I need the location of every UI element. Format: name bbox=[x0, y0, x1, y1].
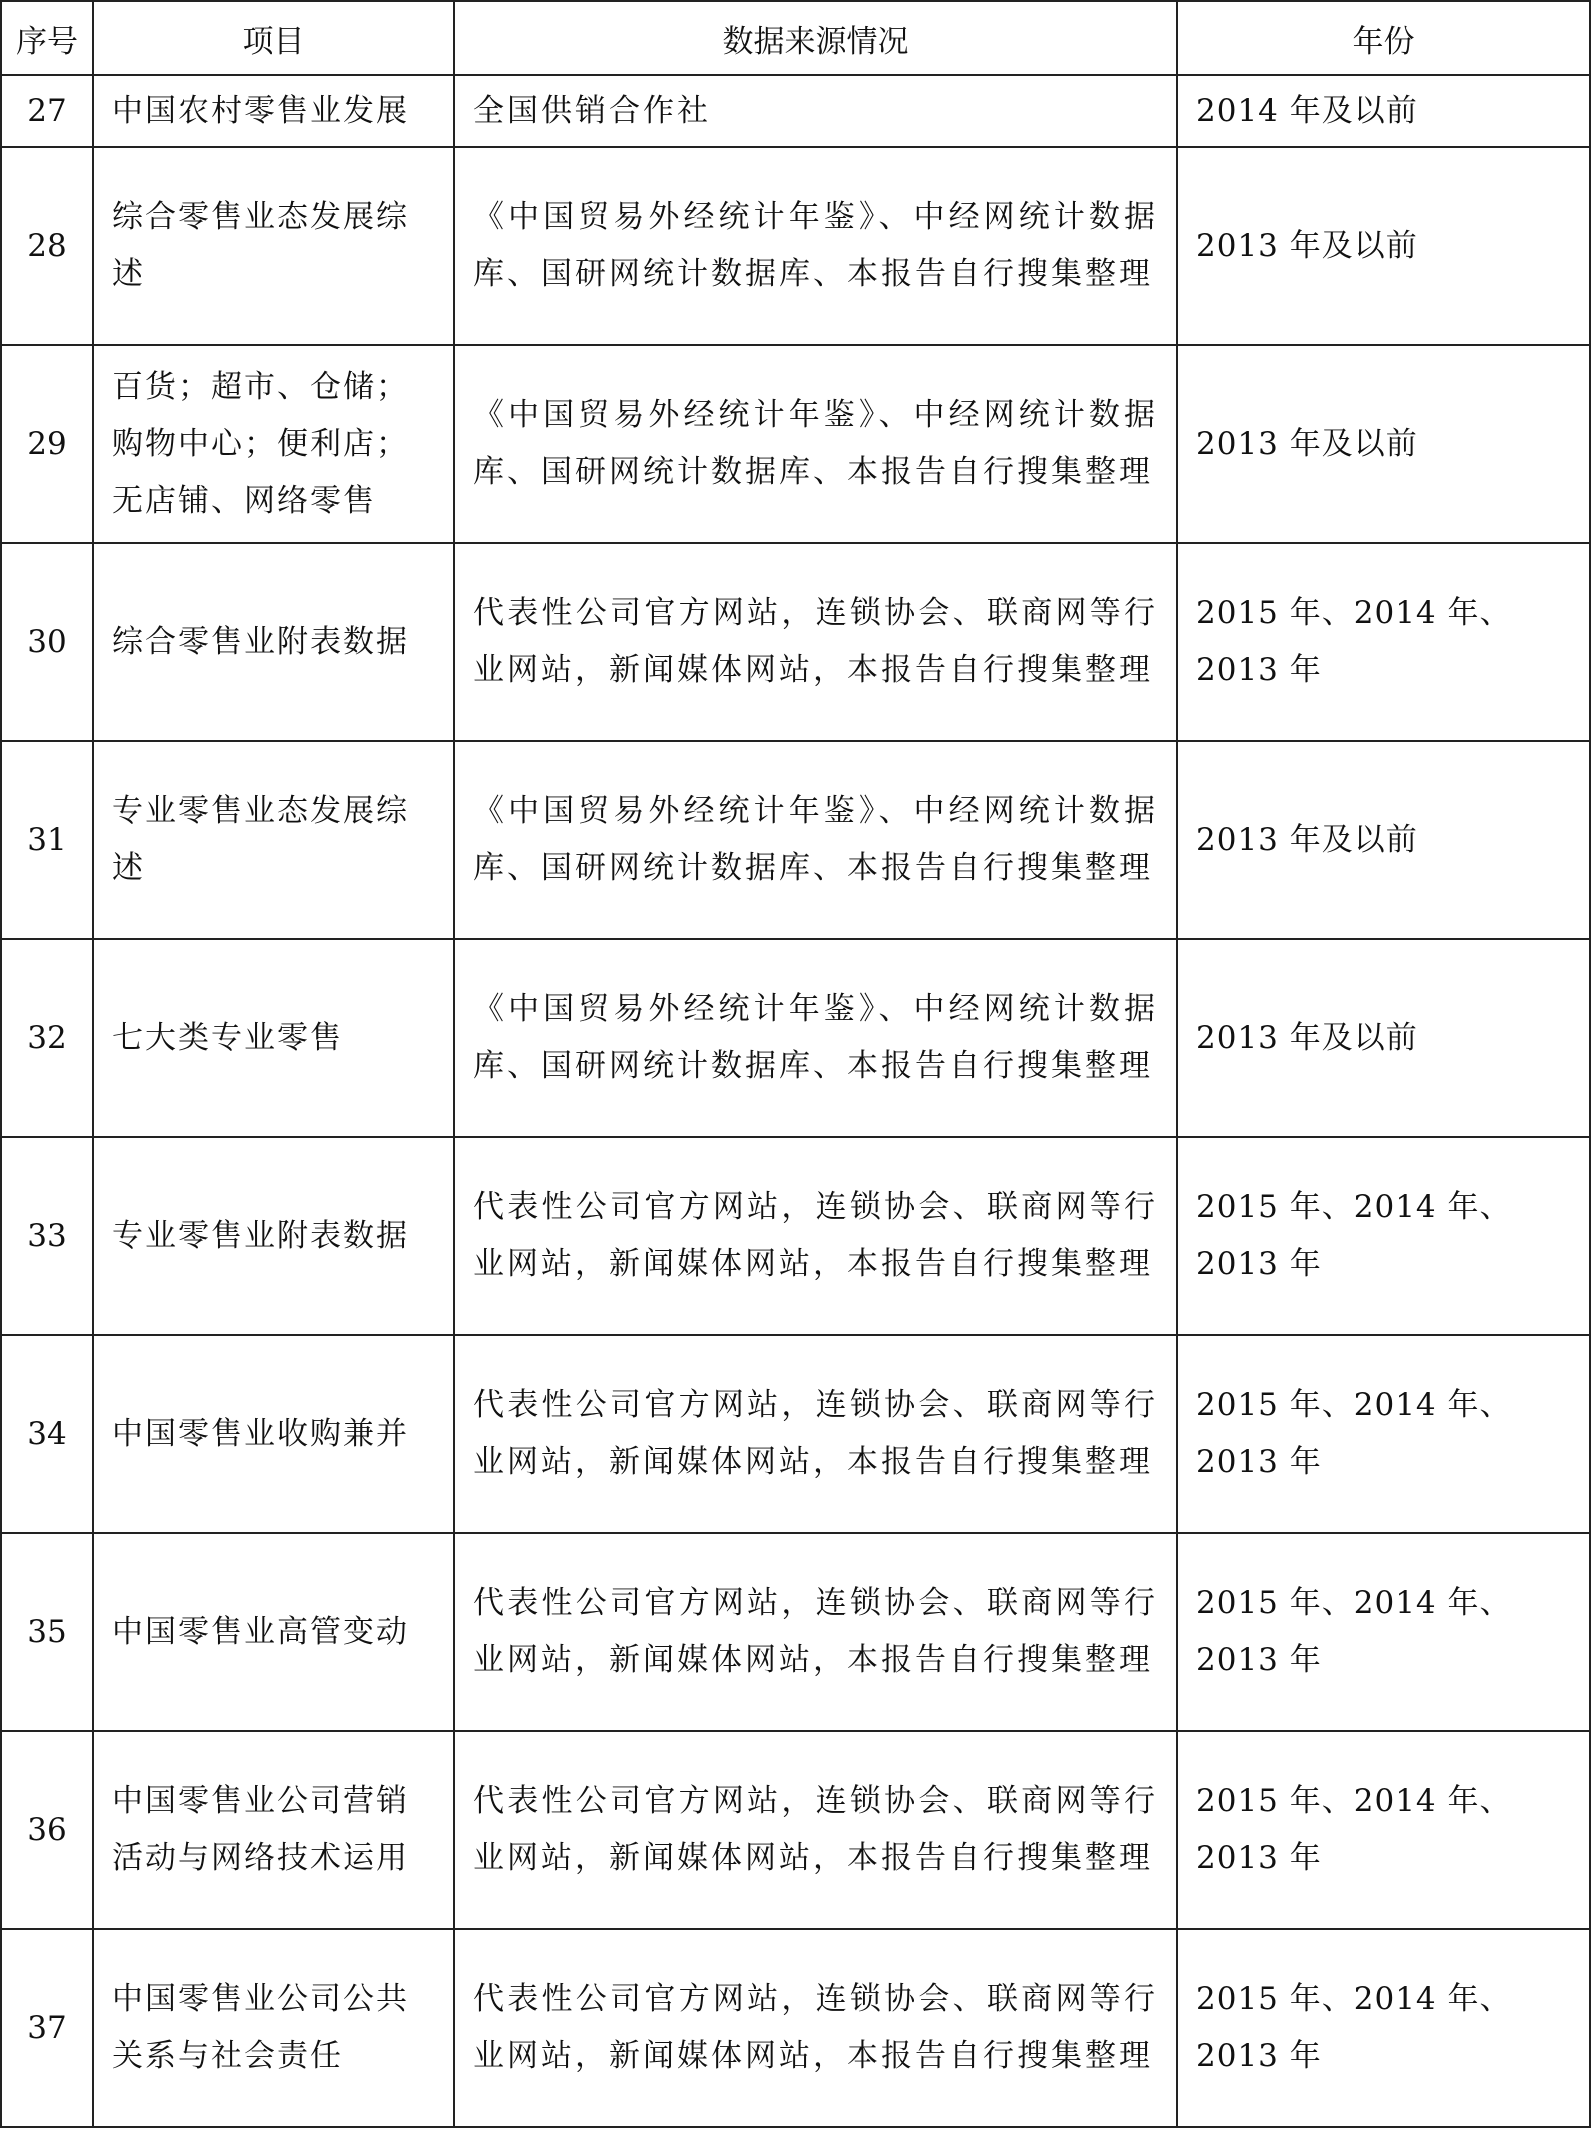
row-source: 《中国贸易外经统计年鉴》、中经网统计数据库、国研网统计数据库、本报告自行搜集整理 bbox=[454, 939, 1177, 1137]
row-year: 2015 年、2014 年、2013 年 bbox=[1177, 1533, 1590, 1731]
row-year: 2014 年及以前 bbox=[1177, 75, 1590, 147]
row-seq: 33 bbox=[1, 1137, 93, 1335]
row-item: 中国零售业收购兼并 bbox=[93, 1335, 454, 1533]
row-year: 2015 年、2014 年、2013 年 bbox=[1177, 1929, 1590, 2127]
row-source: 代表性公司官方网站，连锁协会、联商网等行业网站，新闻媒体网站，本报告自行搜集整理 bbox=[454, 1335, 1177, 1533]
row-year: 2015 年、2014 年、2013 年 bbox=[1177, 1335, 1590, 1533]
table-row bbox=[1, 75, 1590, 147]
row-seq: 27 bbox=[1, 75, 93, 147]
row-year: 2015 年、2014 年、2013 年 bbox=[1177, 1731, 1590, 1929]
row-item: 中国零售业公司营销活动与网络技术运用 bbox=[93, 1731, 454, 1929]
table-row bbox=[1, 1929, 1590, 2127]
row-year: 2013 年及以前 bbox=[1177, 147, 1590, 345]
row-item: 专业零售业附表数据 bbox=[93, 1137, 454, 1335]
header-item: 项目 bbox=[93, 1, 454, 75]
table-row bbox=[1, 741, 1590, 939]
row-seq: 28 bbox=[1, 147, 93, 345]
row-item: 综合零售业附表数据 bbox=[93, 543, 454, 741]
table-row bbox=[1, 345, 1590, 543]
header-year: 年份 bbox=[1177, 1, 1590, 75]
row-seq: 34 bbox=[1, 1335, 93, 1533]
row-item: 中国农村零售业发展 bbox=[93, 75, 454, 147]
row-year: 2015 年、2014 年、2013 年 bbox=[1177, 543, 1590, 741]
header-seq: 序号 bbox=[1, 1, 93, 75]
header-source: 数据来源情况 bbox=[454, 1, 1177, 75]
row-source: 代表性公司官方网站，连锁协会、联商网等行业网站，新闻媒体网站，本报告自行搜集整理 bbox=[454, 1533, 1177, 1731]
row-source: 代表性公司官方网站，连锁协会、联商网等行业网站，新闻媒体网站，本报告自行搜集整理 bbox=[454, 1929, 1177, 2127]
row-seq: 29 bbox=[1, 345, 93, 543]
row-source: 全国供销合作社 bbox=[454, 75, 1177, 147]
row-item: 综合零售业态发展综述 bbox=[93, 147, 454, 345]
table-row bbox=[1, 543, 1590, 741]
row-item: 专业零售业态发展综述 bbox=[93, 741, 454, 939]
table-row bbox=[1, 1731, 1590, 1929]
row-item: 中国零售业公司公共关系与社会责任 bbox=[93, 1929, 454, 2127]
table-row bbox=[1, 1137, 1590, 1335]
row-year: 2013 年及以前 bbox=[1177, 345, 1590, 543]
row-source: 《中国贸易外经统计年鉴》、中经网统计数据库、国研网统计数据库、本报告自行搜集整理 bbox=[454, 741, 1177, 939]
row-seq: 36 bbox=[1, 1731, 93, 1929]
table-row bbox=[1, 1533, 1590, 1731]
row-source: 代表性公司官方网站，连锁协会、联商网等行业网站，新闻媒体网站，本报告自行搜集整理 bbox=[454, 543, 1177, 741]
row-source: 代表性公司官方网站，连锁协会、联商网等行业网站，新闻媒体网站，本报告自行搜集整理 bbox=[454, 1731, 1177, 1929]
row-source: 代表性公司官方网站，连锁协会、联商网等行业网站，新闻媒体网站，本报告自行搜集整理 bbox=[454, 1137, 1177, 1335]
row-year: 2013 年及以前 bbox=[1177, 939, 1590, 1137]
row-seq: 35 bbox=[1, 1533, 93, 1731]
row-source: 《中国贸易外经统计年鉴》、中经网统计数据库、国研网统计数据库、本报告自行搜集整理 bbox=[454, 345, 1177, 543]
row-year: 2015 年、2014 年、2013 年 bbox=[1177, 1137, 1590, 1335]
row-seq: 32 bbox=[1, 939, 93, 1137]
row-year: 2013 年及以前 bbox=[1177, 741, 1590, 939]
table-row bbox=[1, 1335, 1590, 1533]
row-source: 《中国贸易外经统计年鉴》、中经网统计数据库、国研网统计数据库、本报告自行搜集整理 bbox=[454, 147, 1177, 345]
row-seq: 31 bbox=[1, 741, 93, 939]
row-item: 七大类专业零售 bbox=[93, 939, 454, 1137]
table-header-row bbox=[1, 1, 1590, 75]
row-seq: 37 bbox=[1, 1929, 93, 2127]
row-item: 中国零售业高管变动 bbox=[93, 1533, 454, 1731]
row-item: 百货；超市、仓储；购物中心；便利店；无店铺、网络零售 bbox=[93, 345, 454, 543]
table-row bbox=[1, 939, 1590, 1137]
table-row bbox=[1, 147, 1590, 345]
row-seq: 30 bbox=[1, 543, 93, 741]
